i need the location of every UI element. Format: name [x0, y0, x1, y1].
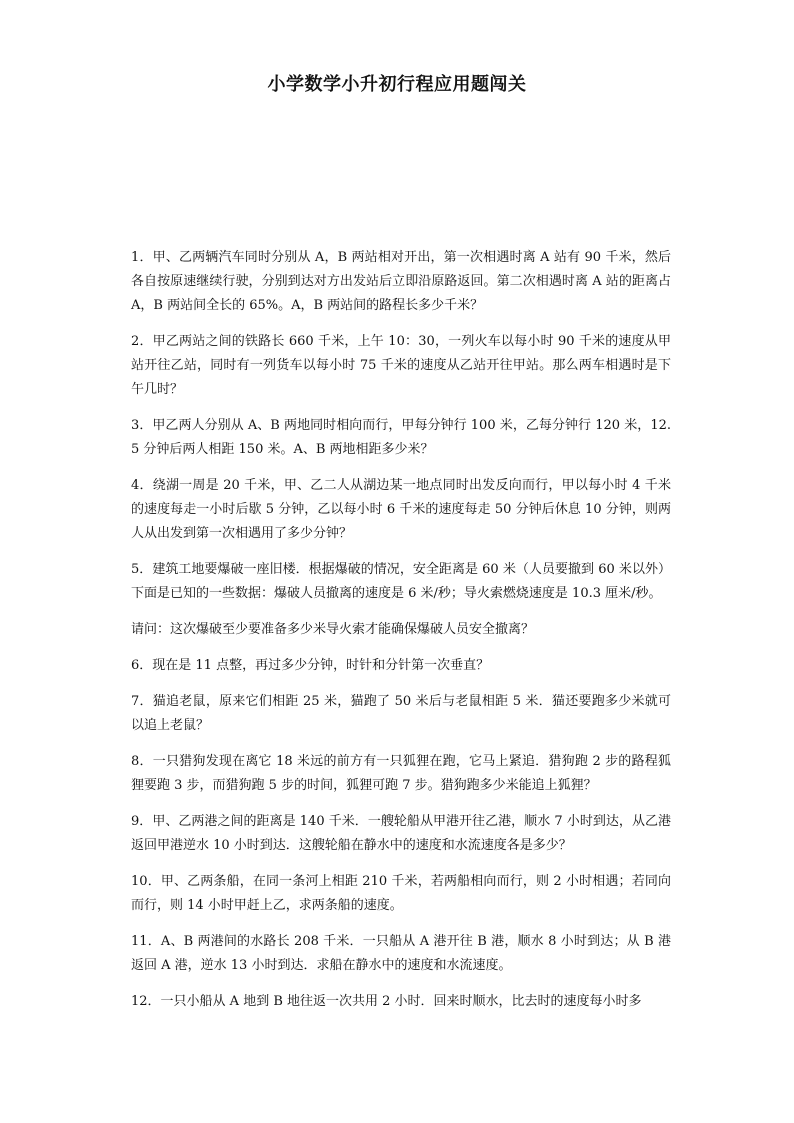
problem-6: 6．现在是 11 点整，再过多少分钟，时针和分针第一次垂直？: [131, 658, 490, 673]
problem-9: 9．甲、乙两港之间的距离是 140 千米．一艘轮船从甲港开往乙港，顺水 7 小时到达，从乙港返回甲港逆水 10 小时到达．这艘轮船在静水中的速度和水流速度各是多少？: [131, 814, 671, 853]
problem-2: 2．甲乙两站之间的铁路长 660 千米，上午 10：30，一列火车以每小时 90 千米的速度从甲站开往乙站，同时有一列货车以每小时 75 千米的速度从乙站开往甲站。那么两车相遇时是下午几时？: [131, 334, 671, 397]
problem-list: [131, 246, 671, 1026]
problem-1: 1．甲、乙两辆汽车同时分别从 A，B 两站相对开出，第一次相遇时离 A 站有 90 千米，然后各自按原速继续行驶，分别到达对方出发站后立即沿原路返回。第二次相遇时离 A 站的距离占 A，B 两站间全长的 65%。A，B 两站间的路程长多少千米？: [131, 250, 671, 313]
problem-12: 12．一只小船从 A 地到 B 地往返一次共用 2 小时．回来时顺水，比去时的速度每小时多: [131, 994, 642, 1009]
problem-11: 11．A、B 两港间的水路长 208 千米．一只船从 A 港开往 B 港，顺水 8 小时到达；从 B 港返回 A 港，逆水 13 小时到达．求船在静水中的速度和水流速度。: [131, 934, 671, 973]
problem-8: 8．一只猎狗发现在离它 18 米远的前方有一只狐狸在跑，它马上紧追．猎狗跑 2 步的路程狐狸要跑 3 步，而猎狗跑 5 步的时间，狐狸可跑 7 步。猎狗跑多少米能追上狐狸？: [131, 754, 671, 793]
problem-5: 5．建筑工地要爆破一座旧楼．根据爆破的情况，安全距离是 60 米（人员要撤到 60 米以外）下面是已知的一些数据：爆破人员撤离的速度是 6 米/秒；导火索燃烧速度是 10.3 厘米/秒。: [131, 562, 671, 601]
problem-3: 3．甲乙两人分别从 A、B 两地同时相向而行，甲每分钟行 100 米，乙每分钟行 120 米，12.5 分钟后两人相距 150 米。A、B 两地相距多少米？: [131, 418, 671, 457]
problem-5-question: 请问：这次爆破至少要准备多少米导火索才能确保爆破人员安全撤离？: [131, 622, 535, 637]
problem-10: 10．甲、乙两条船，在同一条河上相距 210 千米，若两船相向而行，则 2 小时相遇；若同向而行，则 14 小时甲赶上乙，求两条船的速度。: [131, 874, 671, 913]
page-title: 小学数学小升初行程应用题闯关: [267, 74, 527, 95]
problem-7: 7．猫追老鼠，原来它们相距 25 米，猫跑了 50 米后与老鼠相距 5 米．猫还要跑多少米就可以追上老鼠？: [131, 694, 671, 733]
problem-4: 4．绕湖一周是 20 千米，甲、乙二人从湖边某一地点同时出发反向而行，甲以每小时 4 千米的速度每走一小时后歇 5 分钟，乙以每小时 6 千米的速度每走 50 分钟后休息 10 分钟，则两人从出发到第一次相遇用了多少分钟？: [131, 478, 671, 541]
